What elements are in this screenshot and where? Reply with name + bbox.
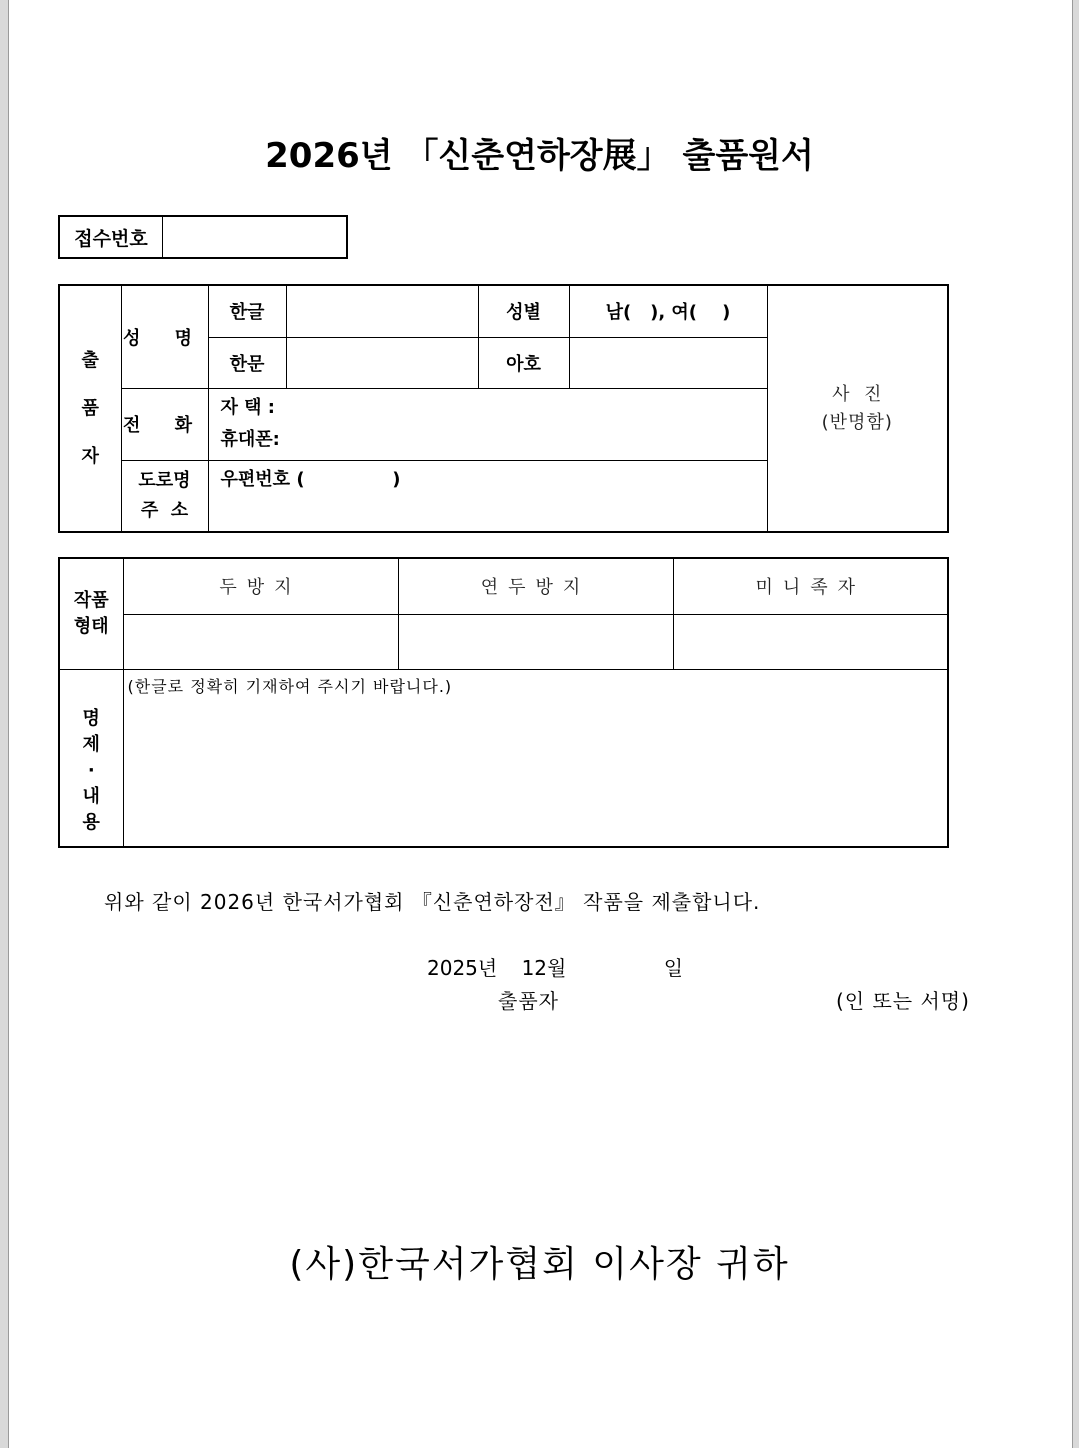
hangul-name-field[interactable] <box>286 285 478 337</box>
option-minijokja: 미니족자 <box>673 558 948 614</box>
applicant-char: 출 <box>81 349 99 371</box>
home-phone-label: 자 택 : <box>220 397 276 418</box>
address-field[interactable] <box>208 460 767 532</box>
photo-size-label: (반명함) <box>821 411 893 433</box>
content-label: 명 제 · 내 용 <box>59 669 123 847</box>
content-note: (한글로 정확히 기재하여 주시기 바랍니다.) <box>127 676 453 696</box>
content-field[interactable] <box>123 669 948 847</box>
gender-value[interactable]: 남( ), 여( ) <box>569 285 767 337</box>
mobile-phone-label: 휴대폰: <box>220 429 280 450</box>
addressee: (사)한국서가협회 이사장 귀하 <box>289 1244 790 1285</box>
pen-name-field[interactable] <box>569 337 767 388</box>
applicant-table <box>58 284 949 533</box>
window-frame-left <box>0 0 9 1448</box>
applicant-side-label <box>59 285 121 532</box>
reception-number-box <box>58 215 348 259</box>
declaration-text: 위와 같이 2026년 한국서가협회 『신춘연하장전』 작품을 제출합니다. <box>104 890 761 914</box>
photo-box <box>767 285 948 532</box>
phone-field[interactable] <box>208 388 767 460</box>
pen-name-label: 아호 <box>478 337 569 388</box>
hangul-label: 한글 <box>208 285 286 337</box>
submission-date: 2025년 12월 일 <box>427 956 684 980</box>
document-title: 2026년 「신춘연하장展」 출품원서 <box>265 136 814 176</box>
applicant-char: 자 <box>81 445 99 467</box>
yeondubangji-field[interactable] <box>398 614 673 669</box>
name-label: 성 명 <box>121 285 208 388</box>
phone-label: 전 화 <box>121 388 208 460</box>
submitter-label: 출품자 <box>498 989 559 1013</box>
option-yeondubangji: 연두방지 <box>398 558 673 614</box>
minijokja-field[interactable] <box>673 614 948 669</box>
hanja-name-field[interactable] <box>286 337 478 388</box>
reception-number-label: 접수번호 <box>60 217 163 257</box>
hanja-label: 한문 <box>208 337 286 388</box>
artwork-form-label: 작품 형태 <box>59 558 123 669</box>
photo-label: 사 진 <box>832 383 883 405</box>
option-dubangji: 두방지 <box>123 558 398 614</box>
address-label: 도로명 주 소 <box>121 460 208 532</box>
window-frame-right <box>1072 0 1079 1448</box>
gender-label: 성별 <box>478 285 569 337</box>
postal-code-label: 우편번호 ( ) <box>220 468 401 490</box>
reception-number-field[interactable] <box>163 217 346 257</box>
applicant-char: 품 <box>81 397 99 419</box>
artwork-table <box>58 557 949 848</box>
seal-or-signature-label: (인 또는 서명) <box>836 989 970 1013</box>
dubangji-field[interactable] <box>123 614 398 669</box>
